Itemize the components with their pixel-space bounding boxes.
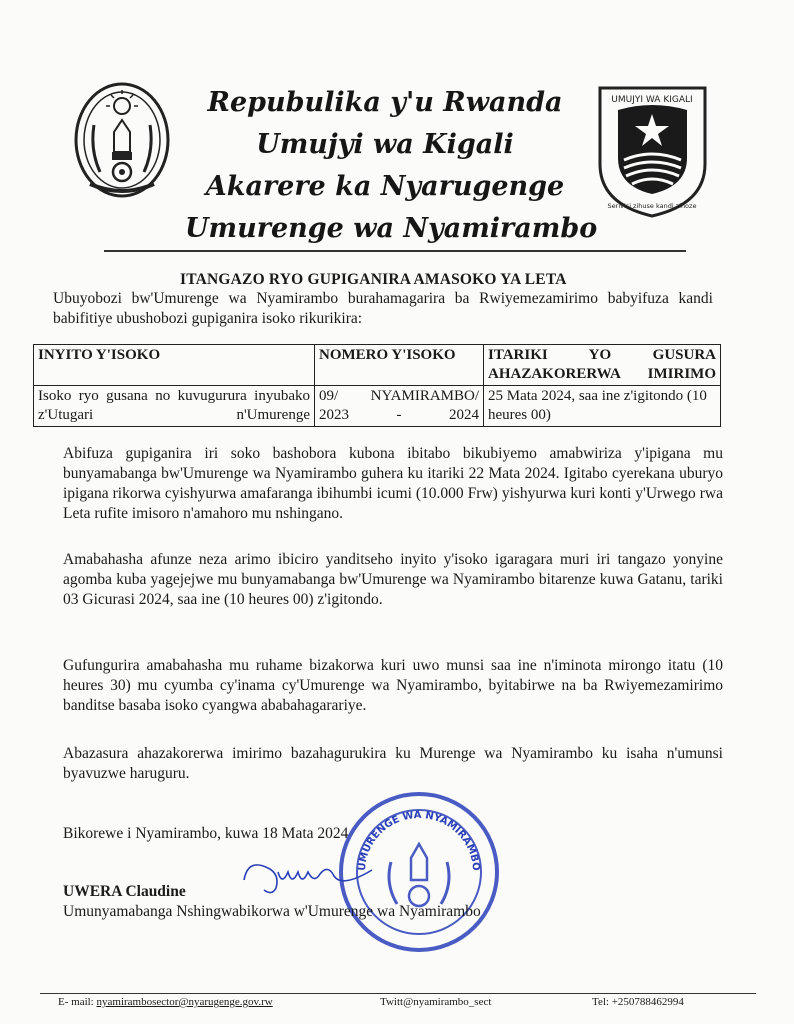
paragraph-opening: Gufungurira amabahasha mu ruhame bizakorwa kuri uwo munsi saa ine n'iminota mirongo itatu (10 heures 30) mu cyumba cy'inama cy'Umurenge wa Nyamirambo, byitabirwe na ba Rwiyemezamirimo banditse basaba isoko cyangwa ababahagarariye.: [63, 657, 723, 714]
paragraph-documents: Abifuza gupiganira iri soko bashobora kubona ibitabo bikubiyemo amabwiriza y'ipigana mu bunyamabanga bw'Umurenge wa Nyamirambo guhera ku itariki 22 Mata 2024. Igitabo cyerekana uburyo ipigana rikorwa cyishyurwa amafaranga ibihumbi icumi (10.000 Frw) yishyurwa kuri konti y'Urwego rwa Leta rufite imisoro n'amahoro mu nshingano.: [63, 445, 723, 522]
intro-paragraph: Ubuyobozi bw'Umurenge wa Nyamirambo burahamagarira ba Rwiyemezamirimo babyifuza kandi babifitiye ubushobozi gupiganira isoko rikurikira:: [53, 290, 713, 327]
notice-title: ITANGAZO RYO GUPIGANIRA AMASOKO YA LETA: [180, 271, 567, 288]
footer-email-label: E- mail:: [58, 996, 97, 1008]
letterhead-sector: Umurenge wa Nyamirambo: [185, 213, 598, 244]
stamp-text: UMURENGE WA NYAMIRAMBO: [356, 809, 482, 872]
header-divider: [104, 250, 686, 252]
tender-table: [33, 344, 721, 427]
letterhead: [185, 82, 598, 250]
rwanda-coat-of-arms-icon: [72, 80, 172, 205]
handwritten-signature-icon: [238, 850, 378, 900]
footer-divider: [40, 993, 756, 994]
right-seal-top-text: UMUJYI WA KIGALI: [611, 95, 693, 105]
cell-visit-date: 25 Mata 2024, saa ine z'igitondo (10 heures 00): [484, 386, 721, 427]
footer-email-link[interactable]: nyamirambosector@nyarugenge.gov.rw: [96, 996, 273, 1008]
paragraph-submission: Amabahasha afunze neza arimo ibiciro yanditseho inyito y'isoko igaragara muri iri tangazo yonyine agomba kuba yagejejwe mu bunyamabanga bw'Umurenge wa Nyamirambo bitarenze kuwa Gatanu, tariki 03 Gicurasi 2024, saa ine (10 heures 00) z'igitondo.: [63, 551, 723, 608]
footer-twitter: Twitt@nyamirambo_sect: [380, 996, 492, 1008]
paragraph-site-visit: Abazasura ahazakorerwa imirimo bazahagurukira ku Murenge wa Nyamirambo ku isaha n'umunsi byavuzwe haruguru.: [63, 745, 723, 782]
table-row: [34, 386, 721, 427]
signer-name: UWERA Claudine: [63, 883, 186, 900]
col-header-visit-date: ITARIKI YO GUSURA AHAZAKORERWA IMIRIMO: [484, 345, 721, 386]
cell-tender-number: 09/ NYAMIRAMBO/ 2023 - 2024: [315, 386, 484, 427]
kigali-city-emblem-icon: [590, 80, 715, 220]
footer-email: [58, 996, 273, 1008]
footer-phone: Tel: +250788462994: [592, 996, 684, 1008]
col-header-name: INYITO Y'ISOKO: [34, 345, 315, 386]
signer-position: Umunyamabanga Nshingwabikorwa w'Umurenge wa Nyamirambo: [63, 903, 481, 920]
place-and-date: Bikorewe i Nyamirambo, kuwa 18 Mata 2024: [63, 825, 349, 842]
right-seal-motto: Serivisi zihuse kandi zinoze: [607, 202, 697, 210]
cell-tender-name: Isoko ryo gusana no kuvugurura inyubako z'Utugari n'Umurenge: [34, 386, 315, 427]
table-header-row: [34, 345, 721, 386]
letterhead-city: Umujyi wa Kigali: [256, 129, 514, 160]
col-header-number: NOMERO Y'ISOKO: [315, 345, 484, 386]
letterhead-country: Repubulika y'u Rwanda: [207, 87, 563, 118]
letterhead-district: Akarere ka Nyarugenge: [205, 171, 565, 202]
